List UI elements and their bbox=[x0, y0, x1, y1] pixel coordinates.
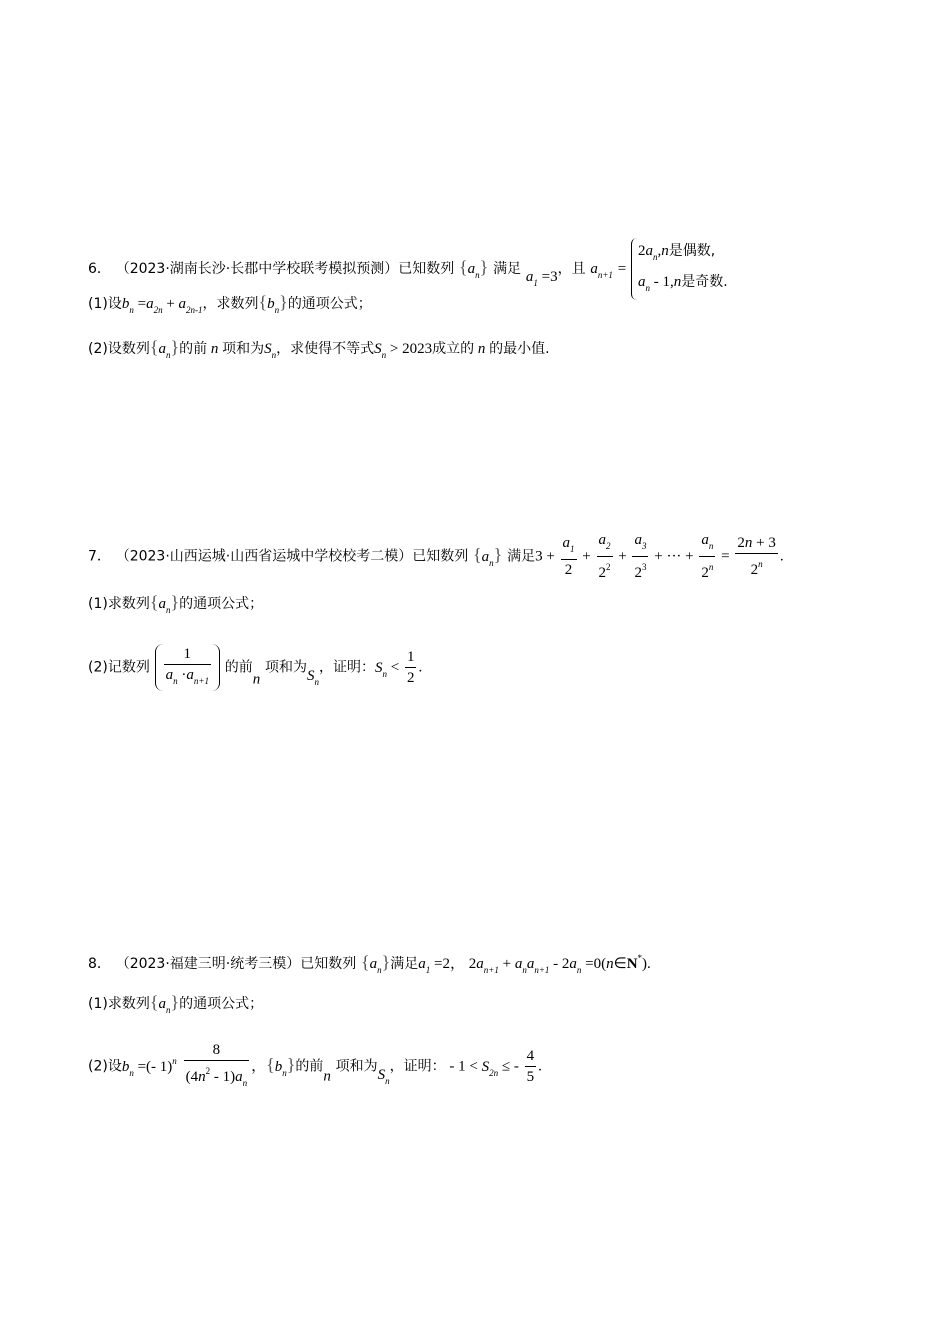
problem-7-part-2: (2)记数列 $\frac{1}{a_n \cdot a_{n+1}}$ 的前n 项和为$S_n$，证明：$S_n$ < $\frac{1}{2}$ . bbox=[88, 644, 422, 692]
problem-7-stem: 7． （2023·山西运城·山西省运城中学校校考二模）已知数列 $\{a_n\}$ 满足3 + $\frac{a_1}{2}$ + $\frac{a_2}{2^2}$ + $\frac{a_3}{2^3}$ + ··· + $\frac{a_n}{2^n}$ = $\frac{2n + 3}{2^n}$ . bbox=[88, 532, 784, 581]
problem-source: （2023·湖南长沙·长郡中学校联考模拟预测）已知数列 bbox=[115, 261, 455, 277]
problem-number: 6． bbox=[88, 261, 111, 277]
problem-8-stem: 8． （2023·福建三明·统考三模）已知数列 $\{a_n\}$满足$a_1 =2$， $2a_{n+1} + a_na_{n+1} - 2a_n$ =0(n∈N*). bbox=[88, 952, 651, 975]
problem-number: 8． bbox=[88, 956, 111, 972]
problem-8-part-2: (2)设$b_n$ =(- 1)$^n$ $\frac{8}{(4n^2 - 1)a_n}$ ，$\{b_n\}$的前n 项和为$S_n$，证明： - $1 < S_{2n}$ ≤ - $\frac{4}{5}$ . bbox=[88, 1042, 542, 1088]
problem-8-part-1: (1)求数列$\{a_n\}$的通项公式； bbox=[88, 992, 264, 1015]
problem-source: （2023·山西运城·山西省运城中学校校考二模）已知数列 bbox=[115, 548, 469, 565]
problem-number: 7． bbox=[88, 548, 111, 565]
problem-6-part-2: (2)设数列$\{a_n\}$的前 n 项和为$S_n$，求使得不等式$S_n > 2023$成立的 n 的最小值. bbox=[88, 337, 550, 360]
piecewise-definition: $2a_n,n$是偶数, $a_n - 1,n$是奇数. bbox=[631, 238, 728, 300]
problem-6-part-1: (1)设$b_n =a_{2n} + a_{2n-1}$，求数列$\{b_n\}$的通项公式； bbox=[88, 292, 372, 315]
problem-source: （2023·福建三明·统考三模）已知数列 bbox=[115, 956, 357, 972]
problem-7-part-1: (1)求数列$\{a_n\}$的通项公式； bbox=[88, 592, 264, 615]
problem-6-stem: 6． （2023·湖南长沙·长郡中学校联考模拟预测）已知数列 $\{a_n\}$ 满足 $a_1 =3$，且 $a_{n+1}$ = $2a_n,n$是偶数, $a_n - 1,n$是奇数. bbox=[88, 238, 728, 300]
